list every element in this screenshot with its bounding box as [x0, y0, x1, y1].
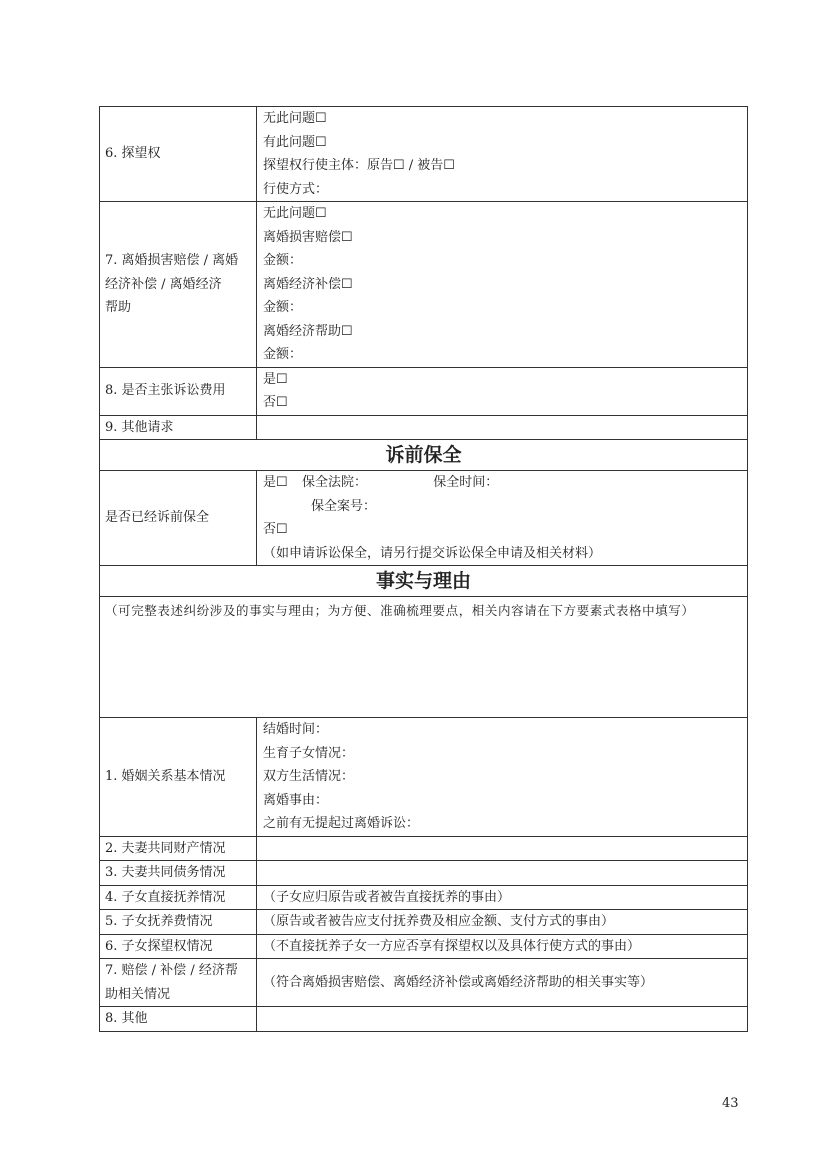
compensation-facts-value[interactable]: （符合离婚损害赔偿、离婚经济补偿或离婚经济帮助的相关事实等） — [257, 959, 748, 1007]
row-joint-property — [100, 836, 748, 861]
row-marriage-basic — [100, 718, 748, 837]
litigation-fee-yes[interactable]: 是☐ — [263, 371, 288, 387]
compensation-label-line: 7. 离婚损害赔偿 / 离婚 — [105, 253, 239, 268]
visitation-no-issue[interactable]: 无此问题☐ — [263, 111, 327, 126]
compensation-label-line: 帮助 — [105, 300, 132, 315]
row-preservation-title — [100, 440, 748, 471]
row-litigation-fee — [100, 367, 748, 415]
child-support-value[interactable]: （原告或者被告应支付抚养费及相应金额、支付方式的事由） — [257, 910, 748, 935]
preservation-label: 是否已经诉前保全 — [100, 471, 257, 566]
marriage-label: 1. 婚姻关系基本情况 — [100, 718, 257, 837]
preservation-yes-checkbox[interactable]: 是☐ — [263, 475, 288, 490]
damage-compensation-amount[interactable]: 金额： — [263, 253, 303, 268]
facts-free-text-area[interactable] — [100, 597, 748, 718]
row-visitation-right — [100, 107, 748, 202]
compensation-options — [257, 202, 748, 368]
preservation-time[interactable]: 保全时间： — [433, 475, 499, 490]
damage-compensation-checkbox[interactable]: 离婚损害赔偿☐ — [263, 229, 353, 245]
joint-property-value[interactable] — [257, 836, 748, 861]
joint-debt-value[interactable] — [257, 861, 748, 886]
row-joint-debt — [100, 861, 748, 886]
children-field[interactable]: 生育子女情况： — [263, 745, 355, 761]
page-number: 43 — [722, 1096, 739, 1111]
other-facts-value[interactable] — [257, 1007, 748, 1032]
marriage-fields — [257, 718, 748, 837]
row-facts-instruction — [100, 597, 748, 718]
row-other-facts — [100, 1007, 748, 1032]
visitation-subject[interactable]: 探望权行使主体：原告☐ / 被告☐ — [263, 158, 455, 173]
section-title-facts: 事实与理由 — [100, 566, 748, 597]
preservation-court[interactable]: 保全法院： — [301, 475, 367, 490]
other-claims-value[interactable] — [257, 415, 748, 440]
joint-property-label: 2. 夫妻共同财产情况 — [100, 836, 257, 861]
litigation-fee-options — [257, 367, 748, 415]
visitation-has-issue[interactable]: 有此问题☐ — [263, 134, 327, 150]
compensation-label — [100, 202, 257, 368]
divorce-complaint-form — [99, 106, 748, 1032]
visitation-options — [257, 107, 748, 202]
economic-compensation-amount[interactable]: 金额： — [263, 300, 303, 315]
litigation-fee-no[interactable]: 否☐ — [263, 395, 288, 410]
divorce-reason-field[interactable]: 离婚事由： — [263, 792, 329, 808]
child-visitation-label: 6. 子女探望权情况 — [100, 934, 257, 959]
preservation-yes-line — [263, 471, 742, 495]
marriage-date-field[interactable]: 结婚时间： — [263, 722, 329, 737]
row-facts-title — [100, 566, 748, 597]
row-divorce-compensation — [100, 202, 748, 368]
compensation-no-issue[interactable]: 无此问题☐ — [263, 206, 327, 221]
row-other-claims — [100, 415, 748, 440]
child-support-label: 5. 子女抚养费情况 — [100, 910, 257, 935]
facts-instruction: （可完整表述纠纷涉及的事实与理由；为方便、准确梳理要点，相关内容请在下方要素式表格中填写） — [105, 603, 695, 618]
visitation-method[interactable]: 行使方式： — [263, 181, 329, 197]
preservation-case-no[interactable]: 保全案号： — [311, 498, 377, 514]
row-child-support — [100, 910, 748, 935]
compensation-facts-label-line: 7. 赔偿 / 补偿 / 经济帮 — [105, 963, 238, 978]
section-title-preservation: 诉前保全 — [100, 440, 748, 471]
visitation-label: 6. 探望权 — [100, 107, 257, 202]
economic-assistance-checkbox[interactable]: 离婚经济帮助☐ — [263, 323, 353, 339]
compensation-facts-label — [100, 959, 257, 1007]
joint-debt-label: 3. 夫妻共同债务情况 — [100, 861, 257, 886]
compensation-facts-label-line: 助相关情况 — [105, 986, 171, 1002]
preservation-note: （如申请诉讼保全，请另行提交诉讼保全申请及相关材料） — [263, 545, 602, 561]
living-situation-field[interactable]: 双方生活情况： — [263, 769, 355, 784]
child-visitation-value[interactable]: （不直接抚养子女一方应否享有探望权以及具体行使方式的事由） — [257, 934, 748, 959]
child-custody-label: 4. 子女直接抚养情况 — [100, 885, 257, 910]
economic-assistance-amount[interactable]: 金额： — [263, 347, 303, 362]
other-facts-label: 8. 其他 — [100, 1007, 257, 1032]
row-compensation-facts — [100, 959, 748, 1007]
child-custody-value[interactable]: （子女应归原告或者被告直接抚养的事由） — [257, 885, 748, 910]
prior-divorce-suit-field[interactable]: 之前有无提起过离婚诉讼： — [263, 816, 420, 831]
row-preservation — [100, 471, 748, 566]
preservation-no-checkbox[interactable]: 否☐ — [263, 522, 288, 537]
preservation-options — [257, 471, 748, 566]
litigation-fee-label: 8. 是否主张诉讼费用 — [100, 367, 257, 415]
row-child-custody — [100, 885, 748, 910]
row-child-visitation — [100, 934, 748, 959]
economic-compensation-checkbox[interactable]: 离婚经济补偿☐ — [263, 276, 353, 292]
compensation-label-line: 经济补偿 / 离婚经济 — [105, 276, 222, 292]
other-claims-label: 9. 其他请求 — [100, 415, 257, 440]
